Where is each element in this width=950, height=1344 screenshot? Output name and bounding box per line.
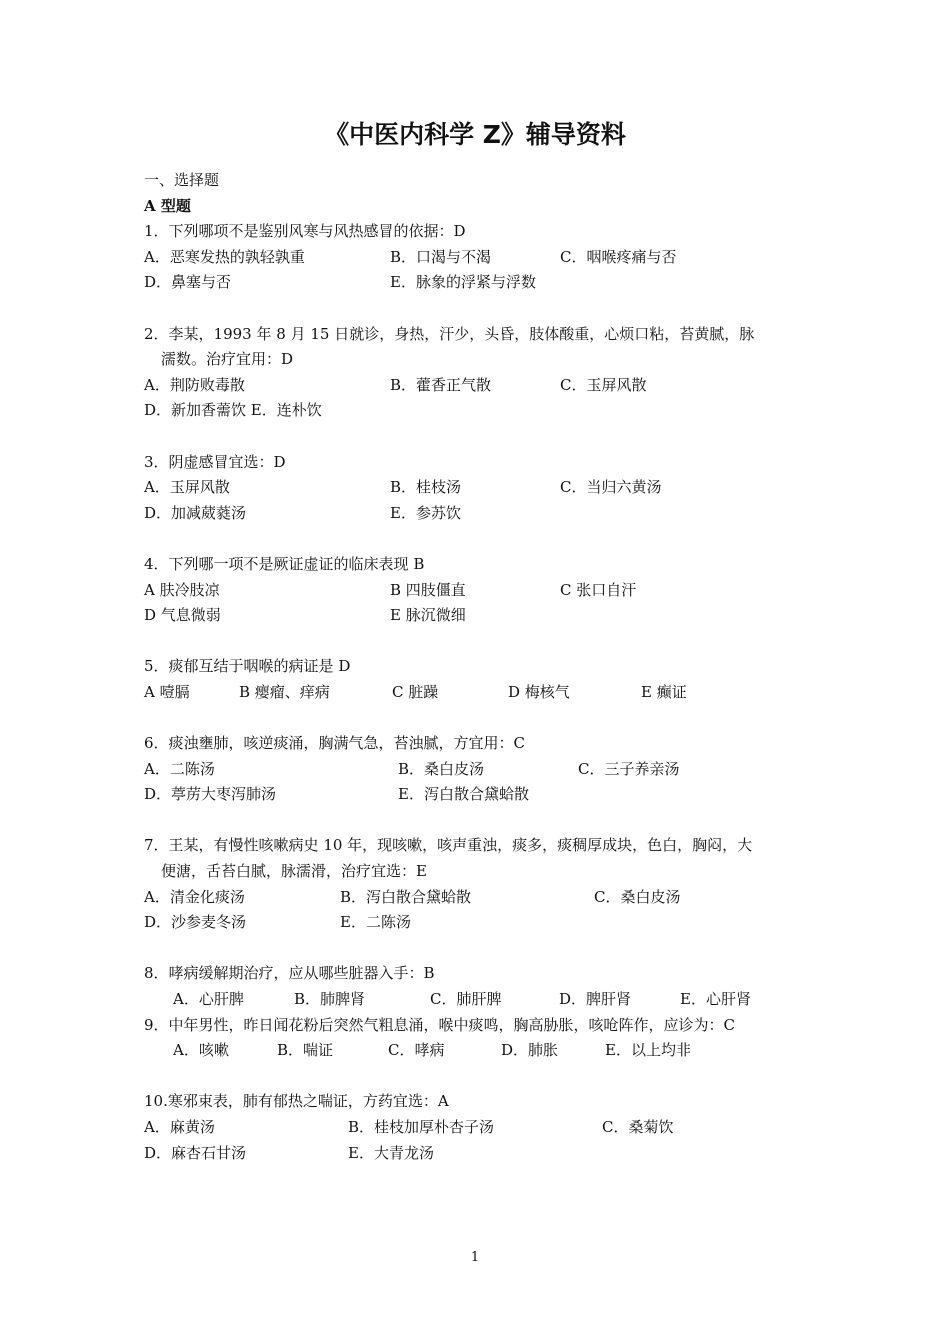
option: E 脉沉微细 — [390, 606, 466, 625]
question-1-options-row-1 — [144, 245, 824, 271]
option: B 瘿瘤、痒病 — [239, 682, 330, 701]
question-3-options-row-2 — [144, 501, 824, 527]
question-8-options-row — [144, 987, 824, 1013]
option: C．三子养亲汤 — [578, 759, 680, 778]
question-7-stem-continued: 便溏，舌苔白腻，脉濡滑，治疗宜选：E — [161, 862, 427, 881]
question-5-options-row — [144, 680, 824, 706]
question-6-options-row-2 — [144, 782, 824, 808]
option: D 气息微弱 — [144, 606, 221, 625]
option: A．二陈汤 — [144, 759, 215, 778]
question-2-options-row-1 — [144, 373, 824, 399]
option: E．以上均非 — [605, 1041, 691, 1060]
question-4-options-row-1 — [144, 578, 824, 604]
option: D．脾肝肾 — [559, 990, 632, 1008]
option: B．桑白皮汤 — [398, 759, 485, 778]
option: A．恶寒发热的孰轻孰重 — [144, 247, 305, 266]
question-7-stem: 7．王某，有慢性咳嗽病史 10 年，现咳嗽，咳声重浊，痰多，痰稠厚成块，色白，胸闷，大 — [144, 836, 753, 855]
option: C．桑菊饮 — [602, 1117, 674, 1136]
option: D．肺胀 — [501, 1041, 559, 1060]
question-9-stem: 9．中年男性，昨日闻花粉后突然气粗息涌，喉中痰鸣，胸高胁胀，咳呛阵作，应诊为：C — [144, 1015, 736, 1034]
question-6-options-row-1 — [144, 757, 824, 783]
option: C．咽喉疼痛与否 — [560, 247, 677, 266]
question-3-stem: 3．阴虚感冒宜选：D — [144, 452, 286, 471]
question-5-stem: 5．痰郁互结于咽喉的病证是 D — [144, 657, 351, 676]
option: E．二陈汤 — [340, 913, 411, 932]
question-10-options-row-2 — [144, 1141, 824, 1167]
option: B．泻白散合黛蛤散 — [340, 887, 472, 906]
option: E．泻白散合黛蛤散 — [398, 785, 529, 804]
option: C．玉屏风散 — [560, 375, 647, 394]
option: D．葶苈大枣泻肺汤 — [144, 785, 277, 804]
option: A．麻黄汤 — [144, 1117, 215, 1136]
option: C．肺肝脾 — [430, 990, 502, 1008]
option: D．麻杏石甘汤 — [144, 1143, 247, 1162]
question-2-stem-continued: 濡数。治疗宜用：D — [161, 350, 294, 369]
option: A 肤冷肢凉 — [144, 580, 220, 599]
option: D 梅核气 — [508, 682, 570, 701]
option: E．大青龙汤 — [348, 1143, 434, 1162]
option: B．桂枝汤 — [390, 478, 462, 497]
question-10-stem: 10.寒邪束表，肺有郁热之喘证，方药宜选：A — [144, 1092, 449, 1111]
page-number: 1 — [470, 1250, 480, 1265]
option: B 四肢僵直 — [390, 580, 466, 599]
option: A．荆防败毒散 — [144, 375, 245, 394]
option: C．桑白皮汤 — [594, 887, 681, 906]
page-title: 《中医内科学 Z》辅导资料 — [324, 120, 626, 149]
option: E．脉象的浮紧与浮数 — [390, 273, 536, 292]
question-9-options-row — [144, 1038, 824, 1064]
option: E 癫证 — [641, 682, 687, 701]
option: B．藿香正气散 — [390, 375, 492, 394]
question-6-stem: 6．痰浊壅肺，咳逆痰涌，胸满气急，苔浊腻，方宜用：C — [144, 734, 526, 753]
option: B．口渴与不渴 — [390, 247, 492, 266]
option: A．玉屏风散 — [144, 478, 230, 497]
subsection-heading: A 型题 — [144, 196, 191, 215]
option: D．新加香薷饮 E．连朴饮 — [144, 401, 322, 420]
option: E．参苏饮 — [390, 503, 461, 522]
option: E．心肝肾 — [680, 990, 751, 1008]
document-body — [144, 168, 824, 1166]
question-1-stem: 1．下列哪项不是鉴别风寒与风热感冒的依据：D — [144, 222, 466, 241]
option: A．清金化痰汤 — [144, 887, 245, 906]
question-4-options-row-2 — [144, 603, 824, 629]
option: A．咳嗽 — [173, 1041, 229, 1060]
question-7-options-row-1 — [144, 885, 824, 911]
option: A．心肝脾 — [173, 990, 244, 1008]
question-2-stem: 2．李某，1993 年 8 月 15 日就诊，身热，汗少，头昏，肢体酸重，心烦口粘，苔黄腻，脉 — [144, 324, 755, 343]
question-4-stem: 4．下列哪一项不是厥证虚证的临床表现 B — [144, 554, 425, 573]
option: A 噎膈 — [144, 682, 190, 701]
question-3-options-row-1 — [144, 475, 824, 501]
question-8-stem: 8．哮病缓解期治疗，应从哪些脏器入手：B — [144, 964, 435, 983]
option: B．桂枝加厚朴杏子汤 — [348, 1117, 495, 1136]
option: C．当归六黄汤 — [560, 478, 662, 497]
option: D．加减葳蕤汤 — [144, 503, 247, 522]
question-2-options-row-2 — [144, 398, 824, 424]
option: D．鼻塞与否 — [144, 273, 232, 292]
option: B．喘证 — [277, 1041, 334, 1060]
question-10-options-row-1 — [144, 1115, 824, 1141]
option: D．沙参麦冬汤 — [144, 913, 247, 932]
option: C 张口自汗 — [560, 580, 637, 599]
question-7-options-row-2 — [144, 910, 824, 936]
option: B．肺脾肾 — [294, 990, 366, 1008]
section-heading: 一、选择题 — [144, 171, 220, 189]
option: C．哮病 — [388, 1041, 445, 1060]
question-1-options-row-2 — [144, 270, 824, 296]
option: C 脏躁 — [392, 682, 439, 701]
